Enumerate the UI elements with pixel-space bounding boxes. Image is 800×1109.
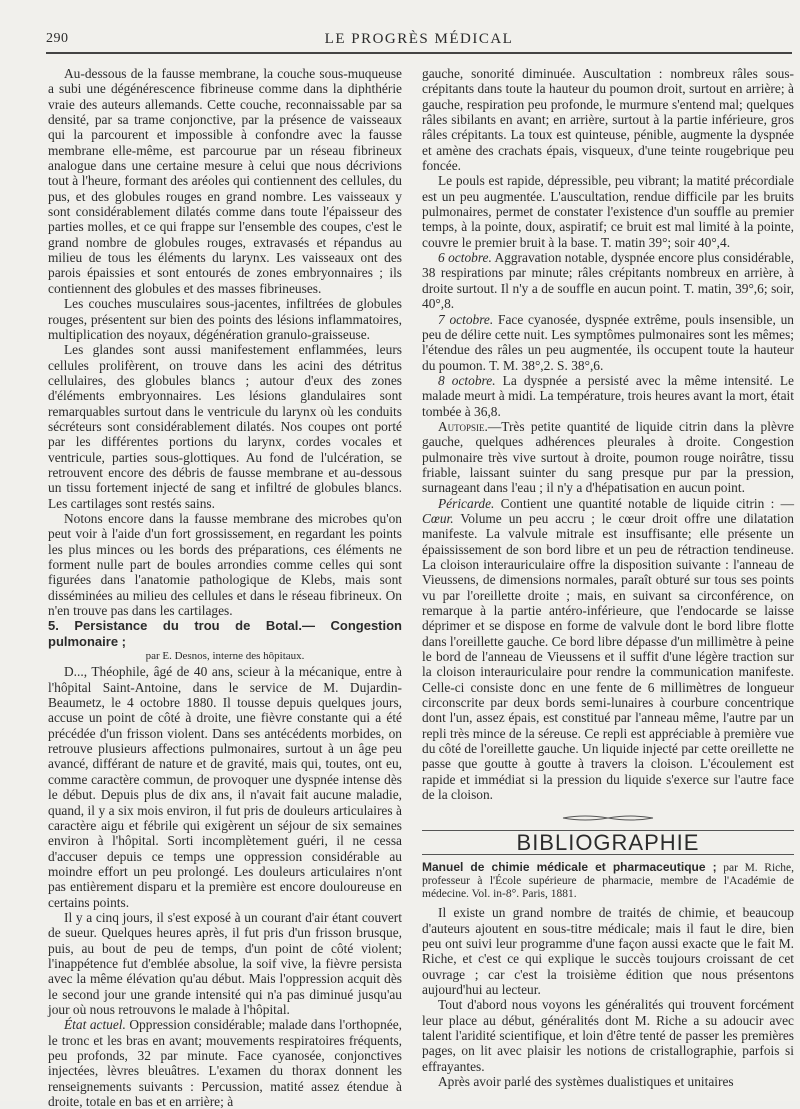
book-reference: [422, 861, 794, 901]
paragraph: [422, 250, 794, 311]
right-column: [422, 66, 794, 1089]
italic-label: Cœur.: [422, 510, 454, 526]
paragraph: Les couches musculaires sous-jacentes, infiltrées de globules rouges, présentent sur bien des points des lésions inflammatoires, multiplication des noyaux, dégénération granulo-graisseuse.: [48, 296, 402, 342]
paragraph: [422, 312, 794, 373]
date-label: 6 octobre.: [438, 250, 492, 266]
autopsy-label: Autopsie.: [438, 418, 488, 434]
page-header: [46, 31, 792, 51]
header-rule: [46, 52, 792, 54]
paragraph: Au-dessous de la fausse membrane, la couche sous-muqueuse a subi une dégénérescence fibrineuse comme dans la diphthérie vraie des auteurs allemands. Cette couche, reconnaissable par sa densité, par sa trame conjonctive, par la présence de vaisseaux qui la parcourent et impossible à confondre avec la fausse membrane elle-même, est parcourue par un réseau fibrineux analogue dans une certaine mesure à celui que nous décrivions tout à l'heure, formant des aréoles qui contiennent des cellules, du pus, et des globules rouges en grand nombre. Les vaisseaux y sont considérablement dilatés comme dans toute l'épaisseur des parties molles, et ce qui frappe sur l'ensemble des coupes, c'est le grand nombre de globules rouges, extravasés et répandus au milieu de tous les éléments du larynx. Les vaisseaux ont des parois épaissies et sont entourés de zones embryonnaires ; ils contiennent des globules et des masses fibrineuses.: [48, 66, 402, 296]
date-label: 7 octobre.: [438, 311, 494, 327]
italic-label: Péricarde.: [438, 495, 495, 511]
paragraph: Notons encore dans la fausse membrane des microbes qu'on peut voir à l'aide d'un fort grossissement, en regardant les points les plus minces ou les bords des préparations, ces éléments ne forment nulle part de boules arrondies comme celles qui sont figurées dans l'anatomie pathologique de Klebs, mais sont disséminées au milieu des cellules et dans le réseau fibrineux. On n'en trouve pas dans les cartilages.: [48, 510, 402, 619]
left-column: [48, 66, 402, 1109]
bibliography-section: [422, 811, 794, 902]
journal-title: LE PROGRÈS MÉDICAL: [324, 31, 514, 47]
ornament-icon: [563, 814, 653, 822]
paragraph-text: —Très petite quantité de liquide citrin dans la plèvre gauche, quelques adhérences pleurales à droite. Congestion pulmonaire très vive surtout à droite, poumon rouge noirâtre, tissu friable, laissant suinter du sang presque pur par la pression, surnageant dans l'eau ; il n'y a d'hépatisation en aucun point.: [422, 418, 794, 496]
paragraph-text: Face cyanosée, dyspnée extrême, pouls insensible, un peu de délire cette nuit. Les symptômes pulmonaires sont les mêmes; l'étendue des râles un peu augmentée, ils occupent toute la hauteur du poumon. T. M. 38°,2. S. 38°,6.: [422, 311, 794, 373]
section-title: 5. Persistance du trou de Botal.— Congestion pulmonaire ;: [48, 618, 402, 649]
paragraph: gauche, sonorité diminuée. Auscultation : nombreux râles sous-crépitants dans toute la hauteur du poumon droit, surtout en arrière; à gauche, respiration peu profonde, le murmure s'entend mal; quelques râles sibilants en avant; en arrière, surtout à la partie inférieure, gros râles crépitants. La toux est quinteuse, pénible, augmente la dyspnée et amène des crachats épais, visqueux, d'une teinte rougebrique peu foncée.: [422, 66, 794, 174]
paragraph: Il y a cinq jours, il s'est exposé à un courant d'air étant couvert de sueur. Quelques heures après, il fut pris d'un frisson brusque, puis, au bout de peu de temps, d'un point de côté violent; l'inappétence fut d'emblée absolue, la soif vive, la fièvre persista avec la même élévation qu'au début. Mais l'oppression acquit dès le second jour une grande intensité qui n'a pas diminué jusqu'au jour où nous retrouvons le malade à l'hôpital.: [48, 909, 402, 1017]
ornament-divider: [422, 811, 794, 826]
italic-label: État actuel.: [64, 1017, 126, 1033]
book-title: Manuel de chimie médicale et pharmaceutique ;: [422, 860, 717, 875]
section-byline: par E. Desnos, interne des hôpitaux.: [145, 650, 305, 663]
paragraph: Les glandes sont aussi manifestement enflammées, leurs cellules prolifèrent, on trouve dans les acini des détritus cellulaires, des globules blancs ; autour d'eux des zones d'éléments embryonnaires. Les lésions glandulaires sont remarquables surtout dans le ventricule du larynx où les conduits sécréteurs sont considérablement dilatés. Nos coupes ont porté par les différentes portions du larynx, cordes vocales et ventricule, parties sous-glottiques. Au fond de l'ulcération, se retrouvent encore des débris de fausse membrane et au-dessous un tissu fortement injecté de sang et infiltré de globules blancs. Les cartilages sont restés sains.: [48, 342, 402, 511]
paragraph: Il existe un grand nombre de traités de chimie, et beaucoup d'auteurs ajoutent en sous-titre médicale; mais il faut le dire, bien peu ont suivi leur programme d'une façon aussi exacte que le fait M. Riche, et c'est ce qui explique le succès toujours croissant de cet ouvrage ; car c'est la troisième édition que nous présentons aujourd'hui au lecteur.: [422, 905, 794, 997]
paragraph: D..., Théophile, âgé de 40 ans, scieur à la mécanique, entre à l'hôpital Saint-Antoine, dans le service de M. Dujardin-Beaumetz, le 4 octobre 1880. Il tousse depuis quelques jours, accuse un point de côté à droite, une fièvre constante qui a été précédée d'un frisson violent. Dans ses antécédents morbides, on retrouve plusieurs affections pulmonaires, surtout à un âge peu avancé, différant de nature et de gravité, mais qui, toutes, ont eu, comme caractère commun, de provoquer une dyspnée intense dès le début. Depuis plus de dix ans, il n'avait fait aucune maladie, quand, il y a six mois environ, il fut pris de douleurs articulaires à caractère aigu et fébrile qui exigèrent un séjour de six semaines environ à l'hôpital. Sorti incomplètement guéri, il ne cessa d'accuser depuis ce temps une oppression considérable au moindre effort un peu prolongé. Les douleurs articulaires n'ont pas entièrement disparu et la première est encore douloureuse en certains points.: [48, 664, 402, 910]
paragraph: [422, 496, 794, 803]
paragraph-text: Volume un peu accru ; le cœur droit offre une dilatation manifeste. La valvule mitrale est insuffisante; elle présente un épaississement de son bord libre et un peu de rétraction tendineuse. La cloison interauriculaire offre la disposition suivante : l'anneau de Vieussens, de dimensions normales, paraît obturé sur tous ses points vu par l'oreillette droite ; mais, en suivant sa circonférence, on remarque à la partie antéro-inférieure, que l'endocarde se laisse déprimer et se dispose en forme de valvule dont le bord libre flotte dans l'oreillette gauche. Ce bord libre dépasse d'un millimètre à peine le bord de l'anneau de Vieussens et il suffit d'une légère traction sur la cloison interauriculaire pour rendre la communication manifeste. Celle-ci consiste donc en une fente de 6 millimètres de longueur circonscrite par deux bords semi-lunaires à courbure concentrique dont l'un, assez épais, est constitué par l'anneau même, l'autre par un repli très mince de la séreuse. Ce repli est appréciable à première vue du côté de l'oreillette gauche. Un liquide injecté par cette oreillette ne passe que goutte à goutte à travers la cloison. L'écoulement est rapide et immédiat si la pression du liquide s'exerce sur l'autre face de la cloison.: [422, 510, 794, 803]
paragraph: Le pouls est rapide, dépressible, peu vibrant; la matité précordiale est un peu augmentée. L'auscultation, rendue difficile par les bruits pulmonaires, permet de constater l'existence d'un souffle au premier temps, à la pointe, doux, aspiratif; ce bruit est mal limité à la pointe, couvre le premier bruit à la base. T. matin 39°; soir 40°,4.: [422, 173, 794, 250]
paragraph: Après avoir parlé des systèmes dualistiques et unitaires: [438, 1073, 734, 1089]
paragraph: [422, 373, 794, 419]
date-label: 8 octobre.: [438, 372, 496, 388]
page-number: 290: [46, 31, 69, 46]
paragraph-text: Oppression considérable; malade dans l'orthopnée, le tronc et les bras en avant; mouvements respiratoires fréquents, peu profonds, 32 par minute. Face cyanosée, conjonctives injectées, lèvres bleuâtres. L'examen du thorax donnent les renseignements suivants : Percussion, matité assez étendue à droite, totale en bas et en arrière; à: [48, 1017, 402, 1109]
paragraph-text: La dyspnée a persisté avec la même intensité. Le malade meurt à midi. La température, trois heures avant la mort, était tombée à 36,8.: [422, 372, 794, 419]
paragraph: [422, 419, 794, 496]
bibliography-title: BIBLIOGRAPHIE: [422, 830, 794, 855]
paragraph: Tout d'abord nous voyons les généralités qui trouvent forcément leur place au début, généralités dont M. Riche a su adoucir avec talent l'aridité scientifique, et loin d'être tenté de passer les premières pages, on lit avec plaisir les notions de cristallographie, parfois si effrayantes.: [422, 997, 794, 1074]
paragraph: [48, 1017, 402, 1109]
paragraph-text: Contient une quantité notable de liquide citrin : —: [494, 495, 794, 511]
paragraph-text: Aggravation notable, dyspnée encore plus considérable, 38 respirations par minute; râles crépitants nombreux en arrière, à droite surtout. Il n'y a de souffle en aucun point. T. matin, 39°,6; soir, 40°,8.: [422, 250, 794, 312]
book-author: par M. Riche, professeur à l'École supérieure de pharmacie, membre de l'Académie de médecine. Vol. in-8°. Paris, 1881.: [422, 862, 794, 901]
